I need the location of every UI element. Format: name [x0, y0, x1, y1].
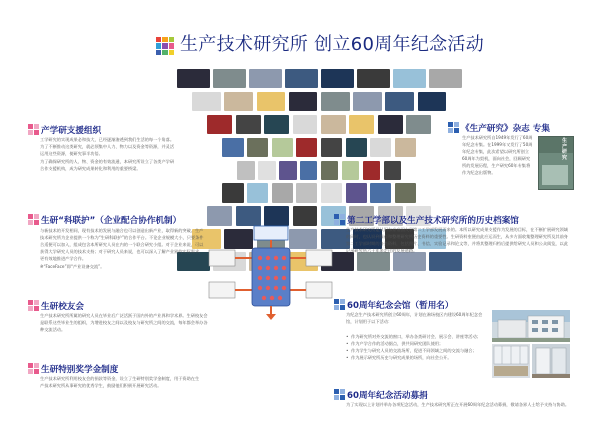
hall-heading	[334, 299, 454, 312]
magazine-heading	[448, 122, 550, 135]
alumni-body	[40, 313, 208, 335]
magazine-cover	[538, 136, 574, 190]
magazine-cover-image	[542, 165, 568, 185]
collage-photo	[299, 160, 318, 181]
section-icon	[28, 124, 39, 135]
coop-paragraph: 与新技术的开发相同，现有技术的发展与融合也可以创造出新产业，取得新的突破。生产技术研究所为企业提供一个称为“生研科联护”的合作平台。不论企业规模大小，只要条件合适便可以加入，组成包含本所研究人员在内的一个联合研究小组。对于企业来说，可以获得大学研究人员的技术支持；对于研究人员来说，也可以深入了解产业界的实际需求，更有效地推进产学合作。	[40, 228, 204, 261]
hall-intro-text: 为纪念生产技术研究所创立60周年，计划在驹场校区内建设60周年纪念会馆，计划用于以下活动：	[346, 312, 483, 324]
collage-photo	[256, 91, 287, 112]
collage-photo	[284, 68, 319, 89]
collage-photo	[212, 68, 247, 89]
collage-photo	[206, 114, 233, 135]
collage-photo	[271, 182, 294, 203]
hall-bullet: • 作为学生与研究人员的交流场所，促进不同领域之间的交流与融合；	[346, 348, 488, 355]
collage-photo	[394, 137, 417, 158]
coop-body	[40, 228, 206, 290]
collage-photo	[356, 68, 391, 89]
collage-photo	[320, 114, 347, 135]
section-icon	[334, 214, 345, 225]
magazine-body	[462, 135, 534, 205]
collage-photo	[384, 91, 415, 112]
alumni-paragraph: 生产技术研究所所属的研究人员在毕业后广泛活跃于国内外的产业界和学术界。生研校友会是联系这些毕业生的组织，为增进校友之间以及校友与研究所之间的交流，每年都会举办各种交流活动。	[40, 313, 208, 332]
hall-bullet: • 作为产学合作的活动据点，供共同研究团队使用；	[346, 341, 488, 348]
alumni-heading	[28, 300, 84, 313]
collage-photo	[278, 160, 297, 181]
collage-photo	[271, 137, 294, 158]
scholarship-paragraph: 生产技术研究所利用校友会的捐款等资金，设立了生研特别奖学金制度，用于资助在生产技术研究所从事研究的优秀学生，鼓励他们积极开展研究活动。	[40, 376, 200, 388]
collage-photo	[405, 114, 432, 135]
magazine-heading-text: 《生产研究》杂志 专集	[461, 124, 550, 134]
magazine-cover-title: 生产研究	[562, 138, 568, 161]
collage-photo	[191, 91, 222, 112]
org-paragraph: 为了确保研究所的人、物、资金的有效流通，本研究所设立了各类产学研合作支援机构，成为研究成果转化和利用的重要桥梁。	[40, 159, 174, 172]
collage-photo	[320, 91, 351, 112]
collage-photo	[394, 182, 417, 203]
collage-photo	[348, 114, 375, 135]
hall-bullet: • 作为研究所对外交流的窗口，举办各类研讨会、展示会、讲座等活动；	[346, 334, 488, 341]
history-heading	[334, 214, 519, 227]
collage-photo	[320, 137, 343, 158]
scholarship-body	[40, 376, 200, 392]
cooperation-illustration	[208, 224, 334, 320]
collage-photo	[345, 137, 368, 158]
org-heading	[28, 124, 101, 137]
hall-heading-text: 60周年纪念会馆（暂用名）	[347, 301, 454, 311]
section-icon	[334, 299, 345, 310]
collage-photo	[246, 182, 269, 203]
collage-photo	[383, 160, 402, 181]
hall-intro	[346, 312, 488, 332]
magazine-paragraph: 生产技术研究所自1949年发行了60周年纪念专集。在1999年又发行了50周年纪念专集，此次希望以研究所创立60周年为契机，面向社会，回顾研究所的发展历程，生产研究60年专集将作为纪念出版物。	[462, 135, 533, 175]
collage-photo	[257, 160, 276, 181]
history-paragraph: 生产技术研究所是从旧东京帝国大学第二工学部发展而来的。本所以研究成果支援作为发展的目标，在不断扩展研究领域的同时，也认识到保存和整理研究所历史资料的重要性。生研资料室便由此应运而生，从多方面收集整理研究所及其前身第二工学部时期的各类资料，包括照片、书信、实验记录和论文等，并将其整理归档后提供给研究人员和公众阅览，以此记录研究所六十年来走过的发展道路。	[346, 227, 568, 253]
collage-photo	[392, 68, 427, 89]
collage-photo	[288, 91, 319, 112]
collage-photo	[320, 182, 343, 203]
section-icon	[448, 122, 459, 133]
hall-lobby-photo	[532, 344, 570, 378]
collage-photo	[362, 160, 381, 181]
section-icon	[28, 363, 39, 374]
page-title: 生产技术研究所 创立60周年纪念活动	[180, 34, 485, 55]
donation-body	[346, 402, 572, 418]
coop-heading	[28, 214, 181, 227]
collage-photo	[345, 182, 368, 203]
coop-note: ※“FaceFace”即“产业设备交流”。	[40, 264, 105, 270]
history-heading-text: 第二工学部以及生产技术研究所的历史档案馆	[347, 216, 519, 226]
collage-photo	[369, 182, 392, 203]
collage-photo	[417, 91, 448, 112]
collage-photo	[295, 137, 318, 158]
org-paragraph: 工学研究的实现成果必和技大，已经逐渐渗透到我们生活的每一个角落。为了不断推动这类研究，就必须集中人力、物力以及资金等资源，并灵活运用这些资源，使研究事半功倍。	[40, 137, 174, 156]
collage-photo	[352, 91, 383, 112]
collage-photo	[248, 68, 283, 89]
collage-photo	[221, 182, 244, 203]
collage-photo	[377, 114, 404, 135]
collage-photo	[246, 137, 269, 158]
section-icon	[28, 214, 39, 225]
collage-photo	[236, 160, 255, 181]
collage-photo	[221, 137, 244, 158]
collage-photo	[369, 137, 392, 158]
collage-photo	[320, 160, 339, 181]
donation-heading-text: 60周年纪念活动募捐	[347, 391, 428, 401]
hall-interior-photo	[492, 344, 530, 378]
collage-photo	[292, 114, 319, 135]
logo-icon	[156, 37, 174, 55]
collage-photo	[235, 114, 262, 135]
section-icon	[28, 300, 39, 311]
org-body	[40, 137, 174, 195]
scholarship-heading	[28, 363, 118, 376]
collage-photo	[176, 68, 211, 89]
hall-rendering-photo	[492, 310, 570, 342]
hall-bullet: • 作为展示研究所历史与研究成果的场所，向社会公开。	[346, 355, 488, 362]
history-body	[346, 227, 572, 279]
collage-photo	[341, 160, 360, 181]
collage-photo	[320, 68, 355, 89]
scholarship-heading-text: 生研特别奖学金制度	[41, 365, 119, 375]
donation-paragraph: 为了实现以上计划并举办各项纪念活动，生产技术研究所正在开展60周年纪念活动募捐，敬请各界人士给予支持与协助。	[346, 402, 570, 407]
alumni-heading-text: 生研校友会	[41, 302, 84, 312]
section-icon	[334, 389, 345, 400]
donation-heading	[334, 389, 428, 402]
coop-heading-text: 生研“科联护”（企业配合协作机制）	[41, 216, 182, 226]
collage-photo	[263, 114, 290, 135]
collage-photo	[223, 91, 254, 112]
hall-bullets	[346, 334, 488, 374]
collage-photo	[295, 182, 318, 203]
org-heading-text: 产学研支援组织	[41, 126, 102, 136]
collage-photo	[428, 68, 463, 89]
